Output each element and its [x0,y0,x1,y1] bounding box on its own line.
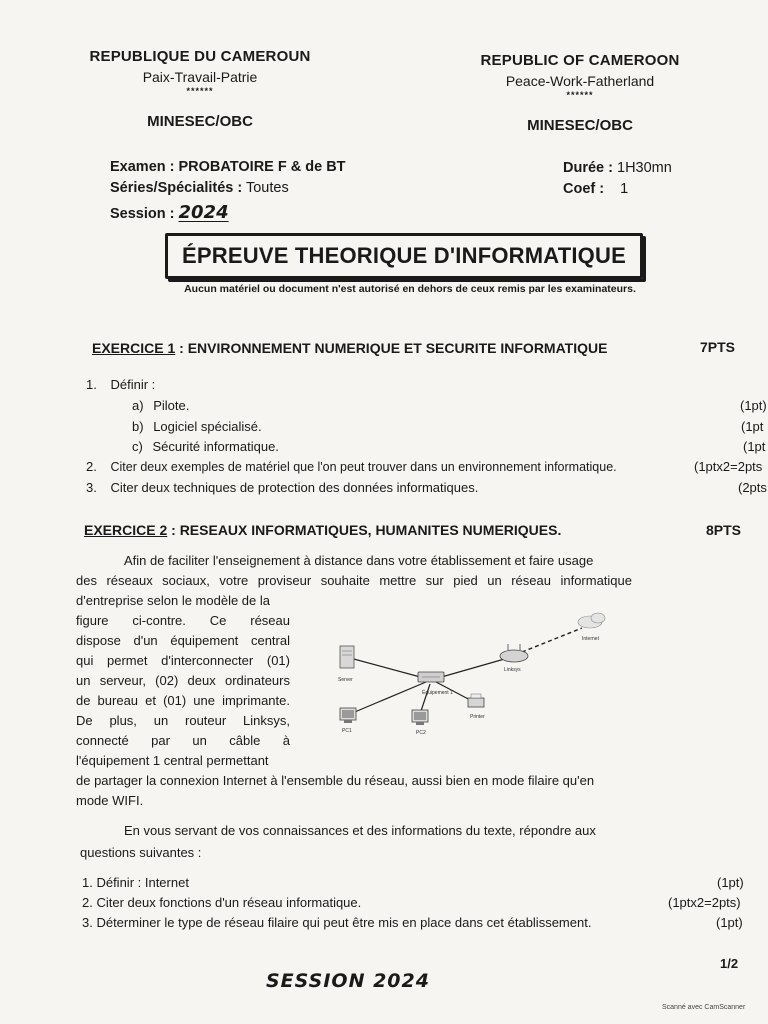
pc2-label: PC2 [416,730,426,736]
header-left [0,48,400,96]
server-icon [340,646,354,668]
ex1-sub-c-text: Sécurité informatique. [152,439,279,454]
page-number: 1/2 [720,956,739,971]
country-fr: REPUBLIQUE DU CAMEROUN [89,48,311,65]
duration-line [563,160,672,176]
exercise1-label: EXERCICE 1 [92,340,176,356]
exercise1-heading [92,340,607,356]
ex2-narrow-line: qui permet d'interconnecter (01) [76,653,290,668]
exercise2-label: EXERCICE 2 [84,522,168,538]
printer-icon [468,694,484,707]
ex1-q1 [86,377,155,392]
ex1-sub-a [132,398,189,413]
ex2-narrow-line: figure ci-contre. Ce réseau [76,613,290,628]
ex1-sub-c [132,439,279,454]
pc1-icon [340,708,356,723]
exercise1-title: : ENVIRONNEMENT NUMERIQUE ET SECURITE INFORMATIQUE [179,340,608,356]
session-value: 2024 [178,202,229,223]
internet-link [522,628,582,652]
session-label: Session : [110,206,175,222]
session-stamp: SESSION 2024 [266,970,430,992]
motto-fr: Paix-Travail-Patrie [142,69,258,85]
coef-value: 1 [620,181,629,197]
ex2-narrow-line: connecté par un câble à [76,733,290,748]
exam-label: Examen : [110,159,175,175]
series-value: Toutes [245,180,289,196]
country-en: REPUBLIC OF CAMEROON [480,52,680,69]
router-icon [500,644,528,662]
header-right [420,52,740,100]
server-label: Server [338,677,353,683]
ex2-para-line-2: des réseaux sociaux, votre proviseur souhaite mettre sur pied un réseau informatique [76,573,632,588]
ex1-sub-c-letter: c) [132,439,143,454]
ex1-sub-a-text: Pilote. [153,398,190,413]
exam-value: PROBATOIRE F & de BT [178,159,346,175]
ex1-q2 [86,459,617,474]
ex1-q2-text: Citer deux exemples de matériel que l'on peut trouver dans un environnement informatique. [110,460,617,474]
ex1-sub-a-mark: (1pt) [740,398,767,413]
exam-title: ÉPREUVE THEORIQUE D'INFORMATIQUE [165,233,643,279]
stars-left: ****** [186,86,214,96]
ex2-narrow-line: De plus, un routeur Linksys, [76,713,290,728]
ex1-q1-text: Définir : [110,377,156,392]
ex2-question-2-mark: (1ptx2=2pts) [668,895,741,910]
exercise2-points: 8PTS [706,522,742,538]
scanner-watermark: Scanné avec CamScanner [662,1004,746,1011]
ex2-tail-line-2: mode WIFI. [76,793,144,808]
motto-en: Peace-Work-Fatherland [505,73,655,89]
coef-label: Coef : [563,181,605,197]
ex1-q3-mark: (2pts [738,480,767,495]
ex1-sub-b-mark: (1pt [741,419,764,434]
cloud-icon [578,613,605,628]
ex2-narrow-text [76,591,290,771]
ministry-fr: MINESEC/OBC [147,113,253,130]
ex1-q3-num: 3. [86,480,97,495]
ex2-question-1: 1. Définir : Internet [82,875,189,890]
exercise2-heading [84,522,561,538]
ex1-q3-text: Citer deux techniques de protection des données informatiques. [110,480,479,495]
duration-label: Durée : [563,160,613,176]
ex2-narrow-line: un serveur, (02) deux ordinateurs [76,673,290,688]
series-line [110,180,289,196]
ex1-sub-a-letter: a) [132,398,144,413]
printer-label: Printer [470,714,485,720]
ex2-question-2: 2. Citer deux fonctions d'un réseau informatique. [82,895,362,910]
notice: Aucun matériel ou document n'est autorisé en dehors de ceux remis par les examinateurs. [184,283,636,295]
session-line [110,202,229,223]
ex1-sub-b [132,419,262,434]
ex2-question-3-mark: (1pt) [716,915,743,930]
equipment-label: Équipement 1 [422,690,453,696]
internet-label: Internet [582,636,599,642]
coef-line [563,181,628,197]
ex1-q1-num: 1. [86,377,97,392]
ex2-intro-line-1: En vous servant de vos connaissances et des informations du texte, répondre aux [124,823,596,838]
exercise1-points: 7PTS [700,339,736,355]
ex1-q2-mark: (1ptx2=2pts [694,459,763,474]
switch-icon [418,672,444,682]
ex2-narrow-line: l'équipement 1 central permettant [76,753,269,768]
duration-value: 1H30mn [617,160,672,176]
ex2-question-3: 3. Déterminer le type de réseau filaire qui peut être mis en place dans cet établissement. [82,915,592,930]
ex1-sub-b-letter: b) [132,419,144,434]
ex1-sub-b-text: Logiciel spécialisé. [153,419,262,434]
pc2-icon [412,710,428,725]
ex2-intro-line-2: questions suivantes : [80,845,202,860]
ex2-narrow-line: de bureau et (01) une imprimante. [76,693,290,708]
ex2-narrow-line: dispose d'un équipement central [76,633,290,648]
exam-line [110,159,346,175]
stars-right: ****** [566,90,594,100]
ex2-narrow-line: d'entreprise selon le modèle de la [76,593,270,608]
ex1-q2-num: 2. [86,459,97,474]
ex1-sub-c-mark: (1pt [743,439,766,454]
ex2-para-line-1: Afin de faciliter l'enseignement à distance dans votre établissement et faire usage [124,553,594,568]
series-label: Séries/Spécialités : [110,180,243,196]
linksys-label: Linksys [504,667,521,673]
pc1-label: PC1 [342,728,352,734]
ex1-q3 [86,480,478,495]
ministry-en: MINESEC/OBC [527,117,633,134]
ex2-tail-line-1: de partager la connexion Internet à l'ensemble du réseau, aussi bien en mode filaire qu'en [76,773,595,788]
ex2-question-1-mark: (1pt) [717,875,744,890]
network-diagram [328,606,628,746]
exercise2-title: : RESEAUX INFORMATIQUES, HUMANITES NUMERIQUES. [171,522,562,538]
